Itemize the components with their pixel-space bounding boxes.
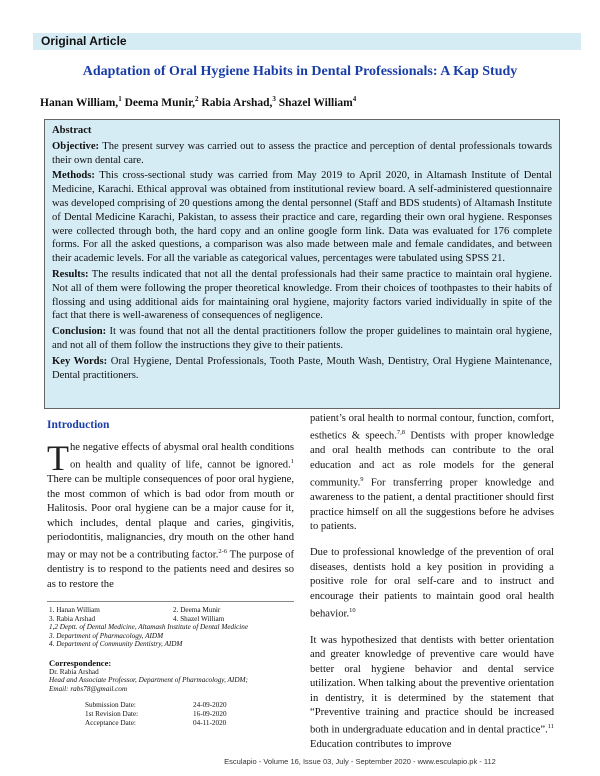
keywords-label: Key Words:	[52, 355, 108, 367]
revision-date-label: 1st Revision Date:	[85, 709, 139, 718]
abstract-box	[44, 119, 560, 409]
citation: 10	[349, 606, 356, 614]
intro-text: he negative effects of abysmal oral health conditions on health and quality of life, cannot be ignored.	[70, 442, 294, 471]
footnote-affiliation: 3. Department of Pharmacology, AIDM	[49, 631, 164, 640]
author-affiliation-number: 3	[272, 95, 276, 103]
footnote-author: 4. Shazel William	[173, 614, 225, 623]
body-text: It was hypothesized that dentists with better orientation and greater knowledge of preventive care would have better oral hygiene behavior and dental service utilization. When talking about the preventive orientation in dentistry, it is determined by the statement that “Preventive training and practice should be increased both in undergraduate education and in dental practice”.	[310, 634, 554, 736]
citation: 1	[290, 458, 294, 466]
body-text: For transferring proper knowledge and awareness to the patient, a dental practitioner should first practice himself on all the suggestions before he advises to patients.	[310, 477, 554, 532]
body-text: Dentists with proper knowledge and oral health methods can contribute to the oral education and act as role models for the general community.	[310, 430, 554, 489]
correspondence-heading: Correspondence:	[49, 657, 112, 668]
methods-label: Methods:	[52, 170, 95, 182]
body-paragraph	[310, 546, 554, 622]
author-affiliation-number: 4	[352, 95, 357, 103]
author-list	[40, 95, 356, 109]
results-text: The results indicated that not all the dental professionals had their same practice to maintain oral hygiene. Not all of them were following the proper theoretical knowledge. From their choices of toothpastes to their habits of flossing and using additional aids for maintaining oral hygiene, majority factors varied individually in spite of the fact that there is well-awareness of consequences of negligence.	[52, 268, 552, 322]
abstract-objective	[52, 140, 552, 168]
acceptance-date-label: Acceptance Date:	[85, 718, 136, 727]
intro-text: There can be multiple consequences of poor oral hygiene, the most common of which is bad odor from mouth or Halitosis. Poor oral hygiene can be a major cause for it, which includes, dental plaque and caries, gingivitis, periodontitis, malignancies, dry mouth on the other hand may or may not be a contributing factor.	[47, 474, 294, 561]
author-name: Deema Munir,	[124, 96, 196, 109]
correspondence-email: Email: rabs78@gmail.com	[49, 684, 128, 693]
body-paragraph	[310, 412, 554, 534]
footnotes	[49, 606, 294, 727]
right-column	[310, 412, 554, 765]
objective-label: Objective:	[52, 140, 100, 152]
correspondence-name: Dr. Rabia Arshad	[49, 667, 99, 676]
citation: 2-6	[218, 548, 228, 556]
body-paragraph	[310, 634, 554, 753]
article-type-band	[33, 33, 581, 50]
author-name: Rabia Arshad,	[201, 96, 273, 109]
article-type-label: Original Article	[41, 34, 127, 48]
introduction-heading: Introduction	[47, 419, 110, 431]
body-text: Education contributes to improve	[310, 739, 452, 751]
acceptance-date: 04-11-2020	[193, 718, 227, 727]
author-name: Hanan William,	[40, 96, 119, 109]
methods-text: This cross-sectional study was carried from May 2019 to April 2020, in Altamash Institute of Dental Medicine, Karachi. Ethical approval was obtained from institutional review board. A self-administered questionnaire was developed comprising of 20 questions among the dental personnel (Staff and BDS students) of Altamash Institute of Dental Medicine Karachi, Pakistan, to assess their practice and care, regarding their own oral hygiene. Responses were collected through both, the hard copy and an online google form link. Data was evaluated for 176 complete forms. For all the asked questions, a comparison was also made between male and female candidates, and between their academic levels. For all the variable as categorical values, percentages were tabulated using SPSS 21.	[52, 170, 552, 265]
author-affiliation-number: 2	[195, 95, 199, 103]
abstract-heading: Abstract	[52, 125, 92, 136]
footnote-author: 3. Rabia Arshad	[49, 614, 96, 623]
keywords-text: Oral Hygiene, Dental Professionals, Tooth Paste, Mouth Wash, Dentistry, Oral Hygiene Maintenance, Dental practitioners.	[52, 355, 552, 381]
intro-text: The purpose of dentistry is to respond to the patients need and desires so as to restore the	[47, 549, 294, 590]
citation: 9	[360, 476, 364, 484]
article-title: Adaptation of Oral Hygiene Habits in Dental Professionals: A Kap Study	[82, 64, 518, 79]
correspondence-title: Head and Associate Professor, Department of Pharmacology, AIDM;	[49, 676, 248, 685]
citation: 11	[547, 723, 554, 731]
submission-date-label: Submission Date:	[85, 701, 136, 710]
revision-date: 16-09-2020	[193, 709, 227, 718]
footnote-divider	[47, 601, 294, 602]
submission-date: 24-09-2020	[193, 701, 227, 710]
footnote-author: 1. Hanan William	[49, 606, 100, 614]
article-dates	[85, 701, 294, 727]
abstract-methods	[52, 169, 552, 266]
introduction-paragraph	[47, 438, 294, 592]
body-text: patient’s oral health to normal contour, function, comfort, esthetics & speech.	[310, 413, 554, 442]
author-affiliation-number: 1	[118, 95, 122, 103]
footnote-affiliation: 4. Department of Community Dentistry, AIDM	[49, 640, 183, 649]
drop-cap: T	[47, 438, 69, 478]
abstract-keywords	[52, 355, 552, 383]
author-name: Shazel William	[278, 96, 353, 109]
conclusion-label: Conclusion:	[52, 326, 107, 338]
left-column	[47, 419, 294, 592]
abstract-conclusion	[52, 325, 552, 353]
objective-text: The present survey was carried out to assess the practice and perception of dental professionals towards their own dental care.	[52, 140, 552, 166]
citation: 7,8	[396, 429, 405, 437]
results-label: Results:	[52, 268, 89, 280]
conclusion-text: It was found that not all the dental practitioners follow the proper guidelines to maintain oral hygiene, and not all of them follow the instructions they give to their patients.	[52, 326, 552, 351]
footnote-author: 2. Deema Munir	[173, 606, 221, 614]
body-text: Due to professional knowledge of the prevention of oral diseases, dentists hold a key position in providing a positive role for oral self-care and to instruct and encourage their patients to maintain good oral health behavior.	[310, 547, 554, 620]
page-footer: Esculapio - Volume 16, Issue 03, July - September 2020 - www.esculapio.pk - 112	[224, 757, 496, 766]
abstract-results	[52, 268, 552, 323]
footnote-affiliation: 1,2 Deptt. of Dental Medicine, Altamash Institute of Dental Medicine	[49, 623, 249, 632]
